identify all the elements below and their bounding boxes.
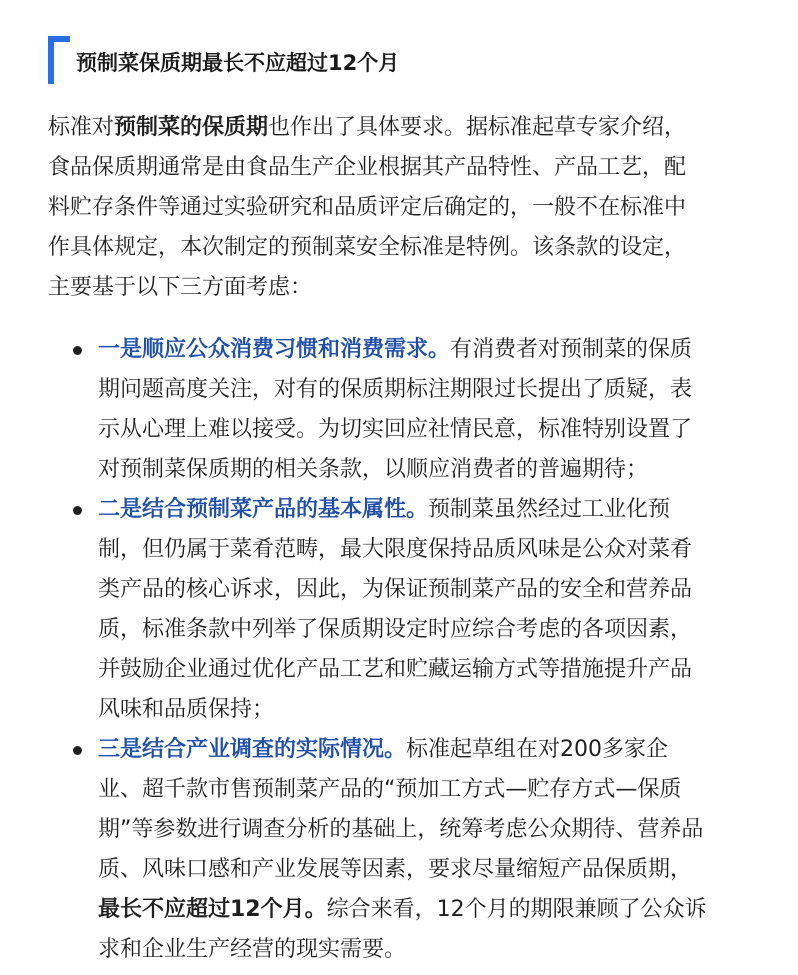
intro-text: 也作出了具体要求。据标准起草专家介绍， bbox=[268, 115, 687, 140]
heading-bracket-decoration bbox=[48, 36, 70, 84]
intro-text: 标准对 bbox=[48, 115, 115, 140]
intro-line bbox=[48, 108, 760, 148]
section-heading bbox=[48, 36, 748, 88]
item-text: 综合来看，12个月的期限兼顾了公众诉 bbox=[326, 897, 707, 922]
bullet-dot-icon bbox=[73, 346, 82, 355]
intro-line: 食品保质期通常是由食品生产企业根据其产品特性、产品工艺，配 bbox=[48, 155, 687, 180]
item-line: 并鼓励企业通过优化产品工艺和贮藏运输方式等措施提升产品 bbox=[98, 657, 693, 682]
item-line: 求和企业生产经营的现实需要。 bbox=[98, 937, 407, 962]
intro-line: 主要基于以下三方面考虑： bbox=[48, 275, 313, 300]
intro-bold-term: 预制菜的保质期 bbox=[114, 115, 269, 140]
item-lead: 二是结合预制菜产品的基本属性。 bbox=[98, 497, 429, 522]
list-item bbox=[0, 330, 758, 490]
bullet-dot-icon bbox=[73, 506, 82, 515]
heading-title: 预制菜保质期最长不应超过12个月 bbox=[76, 51, 400, 75]
item-line: 类产品的核心诉求，因此，为保证预制菜产品的安全和营养品 bbox=[98, 577, 693, 602]
list-item bbox=[0, 730, 758, 970]
item-line: 风味和品质保持； bbox=[98, 697, 275, 722]
item-text: 标准起草组在对200多家企 bbox=[406, 737, 669, 762]
item-line: 质、风味口感和产业发展等因素，要求尽量缩短产品保质期， bbox=[98, 857, 693, 882]
item-lead: 一是顺应公众消费习惯和消费需求。 bbox=[98, 337, 451, 362]
item-line bbox=[98, 490, 758, 530]
item-line: 质，标准条款中列举了保质期设定时应综合考虑的各项因素， bbox=[98, 617, 693, 642]
item-line bbox=[98, 730, 758, 770]
item-line: 期问题高度关注，对有的保质期标注期限过长提出了质疑，表 bbox=[98, 377, 693, 402]
considerations-list bbox=[0, 330, 798, 970]
item-text: 有消费者对预制菜的保质 bbox=[450, 337, 693, 362]
item-line: 期”等参数进行调查分析的基础上，统筹考虑公众期待、营养品 bbox=[98, 817, 704, 842]
item-lead: 三是结合产业调查的实际情况。 bbox=[98, 737, 407, 762]
item-line bbox=[98, 330, 758, 370]
item-line: 对预制菜保质期的相关条款，以顺应消费者的普遍期待； bbox=[98, 457, 649, 482]
bullet-dot-icon bbox=[73, 746, 82, 755]
intro-line: 料贮存条件等通过实验研究和品质评定后确定的，一般不在标准中 bbox=[48, 195, 687, 220]
item-line: 示从心理上难以接受。为切实回应社情民意，标准特别设置了 bbox=[98, 417, 693, 442]
list-item bbox=[0, 490, 758, 730]
item-text: 预制菜虽然经过工业化预 bbox=[428, 497, 671, 522]
item-line bbox=[98, 890, 758, 930]
intro-paragraph bbox=[48, 108, 760, 308]
intro-line: 作具体规定，本次制定的预制菜安全标准是特例。该条款的设定， bbox=[48, 235, 687, 260]
item-line: 业、超千款市售预制菜产品的“预加工方式—贮存方式—保质 bbox=[98, 777, 682, 802]
item-line: 制，但仍属于菜肴范畴，最大限度保持品质风味是公众对菜肴 bbox=[98, 537, 693, 562]
item-bold-text: 最长不应超过12个月。 bbox=[98, 897, 327, 922]
